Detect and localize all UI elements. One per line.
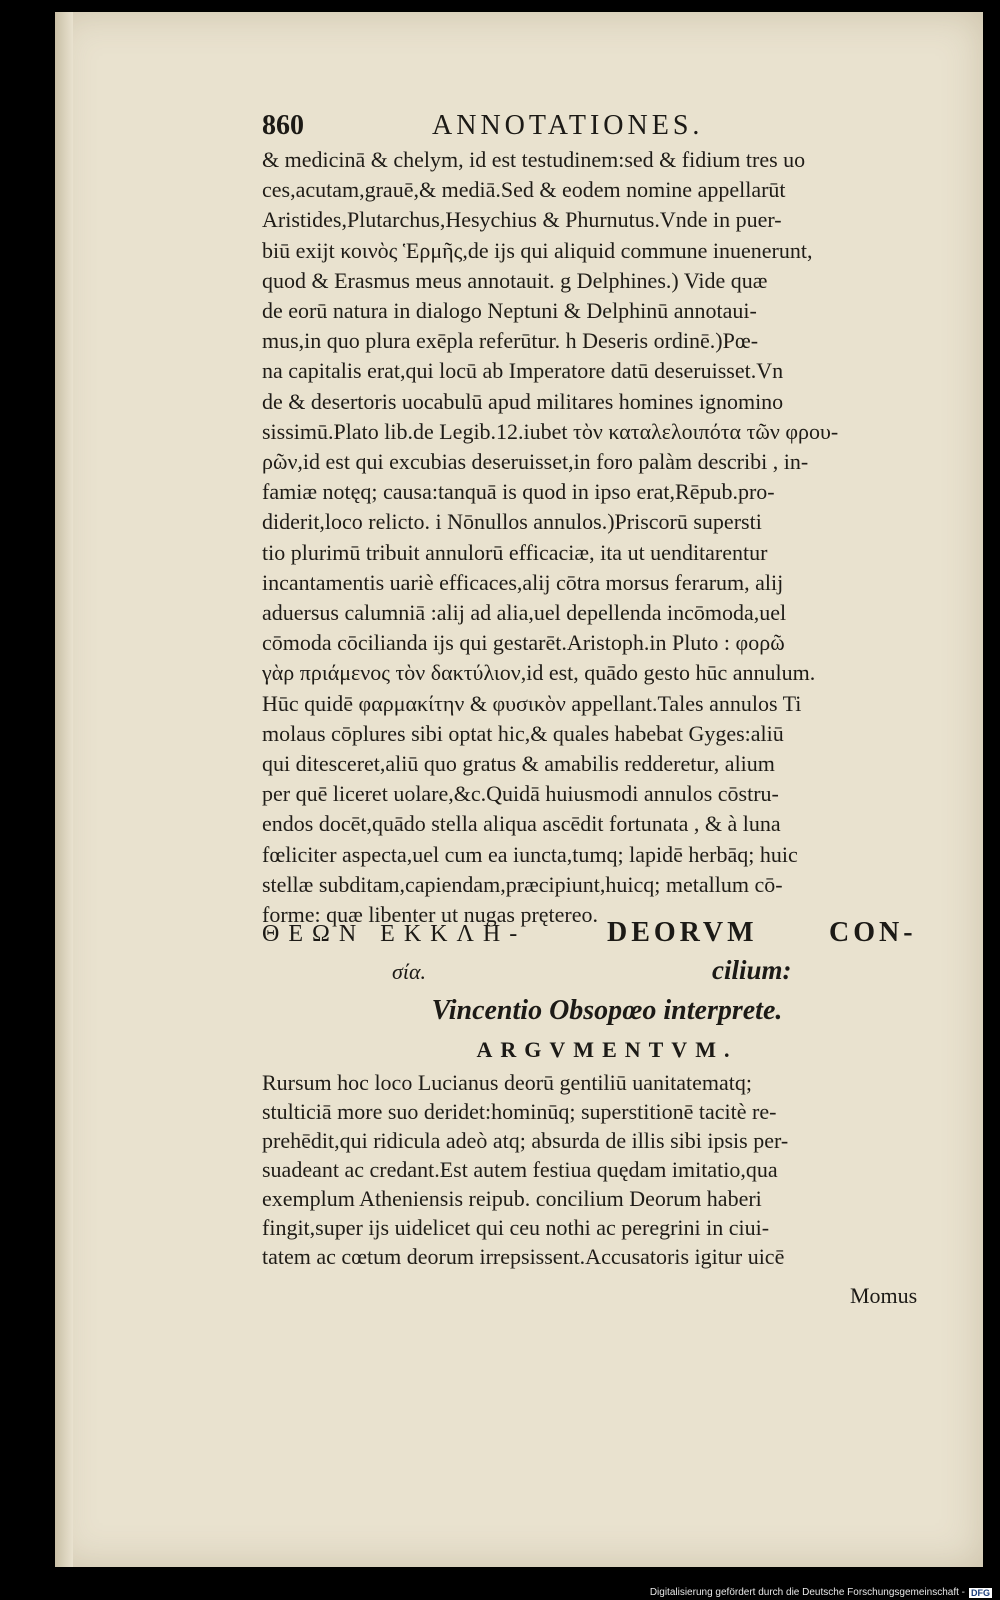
section-title-row [262,917,952,951]
argument-text [262,1068,952,1271]
text-line: Aristides,Plutarchus,Hesychius & Phurnutus.Vnde in puer- [262,207,782,233]
text-line: sissimū.Plato lib.de Legib.12.iubet τὸν καταλελοιπότα τῶν φρου- [262,418,839,444]
dfg-logo: DFG [971,1587,990,1598]
text-line: ρῶν,id est qui excubias deseruisset,in foro palàm describi , in- [262,449,809,475]
running-head: ANNOTATIONES. [432,110,704,141]
digitization-footer [650,1587,992,1598]
text-line: γὰρ πριάμενος τὸν δακτύλιον,id est, quādo gesto hūc annulum. [262,660,816,686]
greek-title-end: σία. [392,959,427,984]
annotation-text [262,145,952,930]
translator-line: Vincentio Obsopœo interprete. [431,995,783,1026]
footer-credit: Digitalisierung gefördert durch die Deutsche Forschungsgemeinschaft - [649,1587,965,1598]
argument-line: tatem ac cœtum deorum irrepsissent.Accusatoris igitur uicē [262,1244,785,1269]
text-line: quod & Erasmus meus annotauit. g Delphines.) Vide quæ [262,267,768,293]
latin-title-end: cilium: [712,955,792,985]
page-header [262,110,762,146]
text-line: stellæ subditam,capiendam,præcipiunt,huicq; metallum cō- [262,871,783,897]
page-number: 860 [262,110,304,141]
latin-title: DEORVM [607,917,758,948]
text-line: tio plurimū tribuit annulorū efficaciæ, ita ut uenditarentur [262,539,768,565]
text-line: de & desertoris uocabulū apud militares homines ignomino [262,388,784,414]
argument-line: stulticiā more suo deridet:hominūq; superstitionē tacitè re- [262,1099,777,1124]
text-line: & medicinā & chelym, id est testudinem:sed & fidium tres uo [262,147,806,172]
text-line: per quē liceret uolare,&c.Quidā huiusmodi annulos cōstru- [262,781,779,807]
text-line: de eorū natura in dialogo Neptuni & Delphinū annotaui- [262,298,757,324]
text-line: ces,acutam,grauē,& mediā.Sed & eodem nomine appellarūt [262,177,786,203]
text-line: molaus cōplures sibi optat hic,& quales habebat Gyges:aliū [262,720,784,746]
section-subtitle-row [262,955,952,989]
text-line: Hūc quidē φαρμακίτην & φυσικὸν appellant.Tales annulos Ti [262,690,802,716]
argument-line: fingit,super ijs uidelicet qui ceu nothi ac peregrini in ciui- [262,1215,770,1240]
text-line: mus,in quo plura exēpla referūtur. h Deseris ordinē.)Pœ- [262,328,759,354]
text-line: aduersus calumniā :alij ad alia,uel depellenda incōmoda,uel [262,600,787,626]
argument-line: prehēdit,qui ridicula adeò atq; absurda de illis sibi ipsis per- [262,1128,789,1153]
text-line: na capitalis erat,qui locū ab Imperatore datū deseruisset.Vn [262,358,784,384]
text-line: fœliciter aspecta,uel cum ea iuncta,tumq; lapidē herbāq; huic [262,841,798,867]
text-line: forme: quæ libenter ut nugas prętereo. [262,902,599,928]
latin-title-continued: CON- [829,917,917,948]
argument-heading: ARGVMENTVM. [476,1037,738,1062]
text-line: endos docēt,quādo stella aliqua ascēdit fortunata , & à luna [262,811,781,837]
text-line: qui ditesceret,aliū quo gratus & amabilis redderetur, alium [262,751,775,777]
argument-line: Rursum hoc loco Lucianus deorū gentiliū uanitatematq; [262,1070,752,1095]
text-line: diderit,loco relicto. i Nōnullos annulos.)Priscorū supersti [262,509,762,535]
greek-title: ΘΕΩΝ ΕΚΚΛΗ- [262,921,527,947]
page-gutter [55,12,73,1567]
argument-line: exemplum Atheniensis reipub. concilium Deorum haberi [262,1186,762,1211]
catchword: Momus [850,1283,918,1308]
text-line: biū exijt κοινὸς Ἑρμῆς,de ijs qui aliquid commune inuenerunt, [262,237,813,263]
text-line: incantamentis uariè efficaces,alij cōtra morsus ferarum, alij [262,569,784,595]
text-line: cōmoda cōcilianda ijs qui gestarēt.Aristoph.in Pluto : φορῶ [262,630,785,656]
text-line: famiæ notęq; causa:tanquā is quod in ipso erat,Rēpub.pro- [262,479,775,505]
argument-line: suadeant ac credant.Est autem festiua quędam imitatio,qua [262,1157,778,1182]
